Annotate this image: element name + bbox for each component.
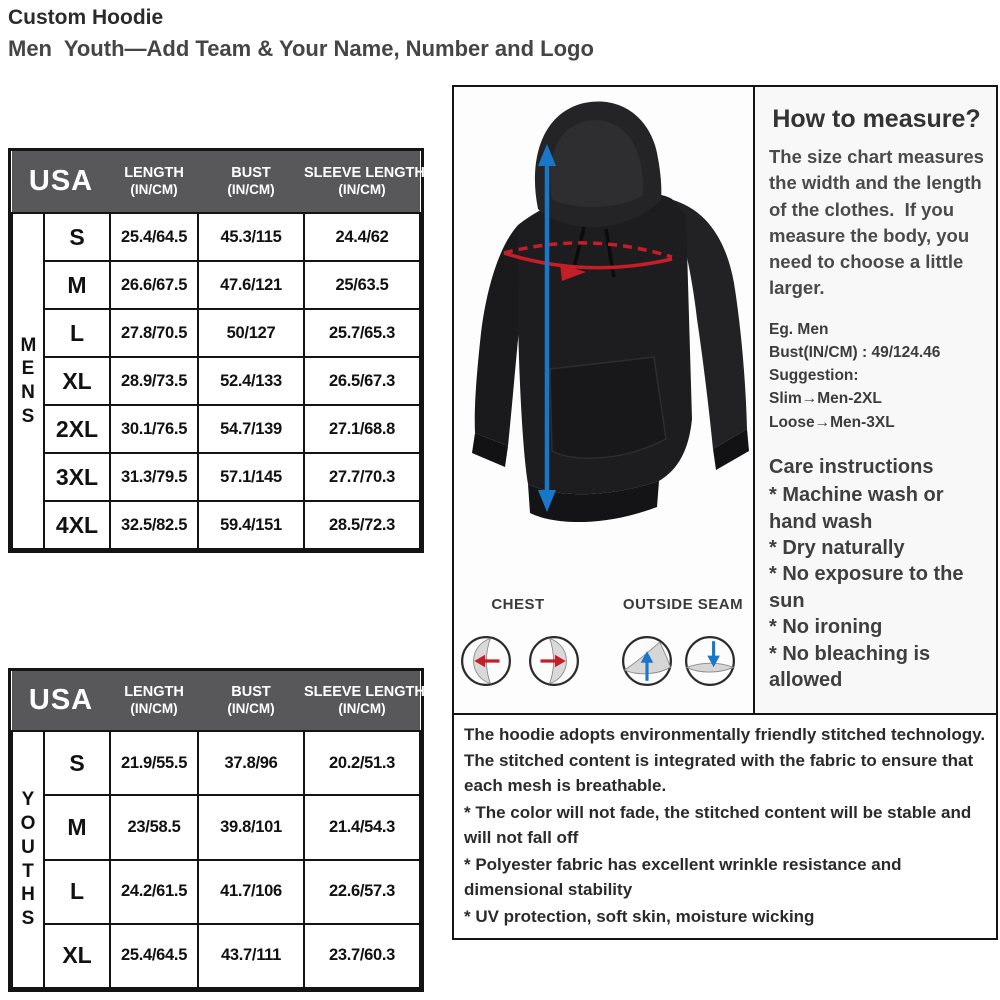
bust-cell: 43.7/111 xyxy=(198,924,304,988)
length-header-unit: (IN/CM) xyxy=(130,701,178,717)
care-line: * No ironing xyxy=(769,616,883,639)
sleeve-header-unit: (IN/CM) xyxy=(338,182,386,198)
sleeve-cell: 26.5/67.3 xyxy=(304,357,420,405)
outside-seam-up-icon xyxy=(620,634,674,688)
youths-vertical-text: YOUTHS xyxy=(20,789,36,929)
sleeve-cell: 22.6/57.3 xyxy=(304,860,420,924)
bust-cell: 39.8/101 xyxy=(198,795,304,859)
youths-sleeve-header xyxy=(304,671,425,731)
mens-header-row xyxy=(12,151,420,213)
product-note: The hoodie adopts environmentally friendly stitched technology. The stitched content is integrated with the fabric to ensure that each mesh is breathable. xyxy=(464,725,986,795)
example-line: Eg. Men xyxy=(769,320,829,338)
chest-label: CHEST xyxy=(491,596,545,613)
sleeve-cell: 20.2/51.3 xyxy=(304,731,420,795)
length-cell: 23/58.5 xyxy=(110,795,198,859)
hoodie-measure-panel xyxy=(454,87,755,713)
bust-cell: 47.6/121 xyxy=(198,261,304,309)
youths-region-header: USA xyxy=(12,671,110,731)
table-row xyxy=(12,501,420,549)
length-cell: 28.9/73.5 xyxy=(110,357,198,405)
care-instructions-block xyxy=(769,454,984,694)
bust-cell: 54.7/139 xyxy=(198,405,304,453)
example-line: Bust(IN/CM) : 49/124.46 xyxy=(769,343,941,361)
bust-header-label: BUST xyxy=(231,165,271,182)
example-line: Loose→Men-3XL xyxy=(769,413,895,431)
chest-measure-right-icon xyxy=(527,634,581,688)
size-cell: S xyxy=(44,213,110,261)
youths-group-label xyxy=(12,731,44,988)
sleeve-cell: 25/63.5 xyxy=(304,261,420,309)
care-line: * No bleaching is allowed xyxy=(769,642,931,691)
bust-cell: 41.7/106 xyxy=(198,860,304,924)
size-cell: 4XL xyxy=(44,501,110,549)
size-cell: L xyxy=(44,309,110,357)
page-subtitle: Men Youth—Add Team & Your Name, Number and Logo xyxy=(8,36,594,61)
sleeve-cell: 21.4/54.3 xyxy=(304,795,420,859)
mens-length-header xyxy=(110,151,198,213)
size-cell: 2XL xyxy=(44,405,110,453)
length-header-label: LENGTH xyxy=(124,165,184,182)
outside-seam-label: OUTSIDE SEAM xyxy=(622,596,744,613)
bust-cell: 37.8/96 xyxy=(198,731,304,795)
hoodie-left-sleeve xyxy=(475,225,521,446)
youths-header-row xyxy=(12,671,420,731)
sleeve-cell: 28.5/72.3 xyxy=(304,501,420,549)
size-example-block xyxy=(769,318,984,434)
sleeve-header-label: SLEEVE LENGTH xyxy=(304,684,425,701)
page-title: Custom Hoodie xyxy=(8,6,164,29)
length-cell: 27.8/70.5 xyxy=(110,309,198,357)
outside-seam-down-icon xyxy=(683,634,737,688)
table-row xyxy=(12,453,420,501)
measure-frame xyxy=(452,85,998,715)
care-line: * Dry naturally xyxy=(769,537,905,560)
chest-measure-left-icon xyxy=(459,634,513,688)
length-header-label: LENGTH xyxy=(124,684,184,701)
mens-vertical-text: MENS xyxy=(20,334,37,427)
mens-group-label xyxy=(12,213,44,549)
sleeve-cell: 23.7/60.3 xyxy=(304,924,420,988)
youths-size-table xyxy=(11,671,425,989)
youths-bust-header xyxy=(198,671,304,731)
table-row xyxy=(12,213,420,261)
table-row xyxy=(12,924,420,988)
example-line: Suggestion: xyxy=(769,367,859,385)
sleeve-header-label: SLEEVE LENGTH xyxy=(304,165,425,182)
bust-cell: 45.3/115 xyxy=(198,213,304,261)
length-cell: 24.2/61.5 xyxy=(110,860,198,924)
sleeve-cell: 25.7/65.3 xyxy=(304,309,420,357)
size-cell: 3XL xyxy=(44,453,110,501)
length-cell: 30.1/76.5 xyxy=(110,405,198,453)
product-note: * UV protection, soft skin, moisture wicking xyxy=(464,906,815,926)
example-line: Slim→Men-2XL xyxy=(769,390,882,408)
care-instructions-title: Care instructions xyxy=(769,455,934,478)
table-row xyxy=(12,731,420,795)
bust-cell: 50/127 xyxy=(198,309,304,357)
size-cell: S xyxy=(44,731,110,795)
mens-sleeve-header xyxy=(304,151,425,213)
table-row xyxy=(12,261,420,309)
length-cell: 25.4/64.5 xyxy=(110,924,198,988)
length-header-unit: (IN/CM) xyxy=(130,182,178,198)
length-cell: 25.4/64.5 xyxy=(110,213,198,261)
youths-size-chart xyxy=(8,668,424,992)
length-cell: 31.3/79.5 xyxy=(110,453,198,501)
mens-size-table xyxy=(11,151,425,550)
table-row xyxy=(12,309,420,357)
mens-size-chart xyxy=(8,148,424,553)
product-note: * The color will not fade, the stitched content will be stable and will not fall off xyxy=(464,802,972,847)
table-row xyxy=(12,405,420,453)
sleeve-cell: 27.1/68.8 xyxy=(304,405,420,453)
care-line: * No exposure to the sun xyxy=(769,563,964,612)
how-to-measure-body: The size chart measures the width and the length of the clothes. If you measure the body, you need to choose a little larger. xyxy=(769,146,984,299)
how-to-measure-title: How to measure? xyxy=(772,105,981,133)
mens-region-header: USA xyxy=(12,151,110,213)
length-cell: 26.6/67.5 xyxy=(110,261,198,309)
table-row xyxy=(12,795,420,859)
bust-header-label: BUST xyxy=(231,684,271,701)
size-cell: M xyxy=(44,261,110,309)
size-cell: M xyxy=(44,795,110,859)
product-note: * Polyester fabric has excellent wrinkle resistance and dimensional stability xyxy=(464,854,902,899)
care-line: * Machine wash or hand wash xyxy=(769,484,944,533)
sleeve-cell: 24.4/62 xyxy=(304,213,420,261)
product-notes-box xyxy=(452,713,998,940)
mens-bust-header xyxy=(198,151,304,213)
sleeve-cell: 27.7/70.3 xyxy=(304,453,420,501)
how-to-measure-panel xyxy=(755,87,996,713)
youths-length-header xyxy=(110,671,198,731)
hoodie-image xyxy=(454,87,753,557)
size-cell: XL xyxy=(44,357,110,405)
table-row xyxy=(12,357,420,405)
bust-header-unit: (IN/CM) xyxy=(227,701,275,717)
length-cell: 32.5/82.5 xyxy=(110,501,198,549)
table-row xyxy=(12,860,420,924)
size-cell: XL xyxy=(44,924,110,988)
size-cell: L xyxy=(44,860,110,924)
sleeve-header-unit: (IN/CM) xyxy=(338,701,386,717)
bust-cell: 59.4/151 xyxy=(198,501,304,549)
bust-cell: 57.1/145 xyxy=(198,453,304,501)
hoodie-pocket xyxy=(550,357,666,458)
bust-cell: 52.4/133 xyxy=(198,357,304,405)
bust-header-unit: (IN/CM) xyxy=(227,182,275,198)
length-cell: 21.9/55.5 xyxy=(110,731,198,795)
